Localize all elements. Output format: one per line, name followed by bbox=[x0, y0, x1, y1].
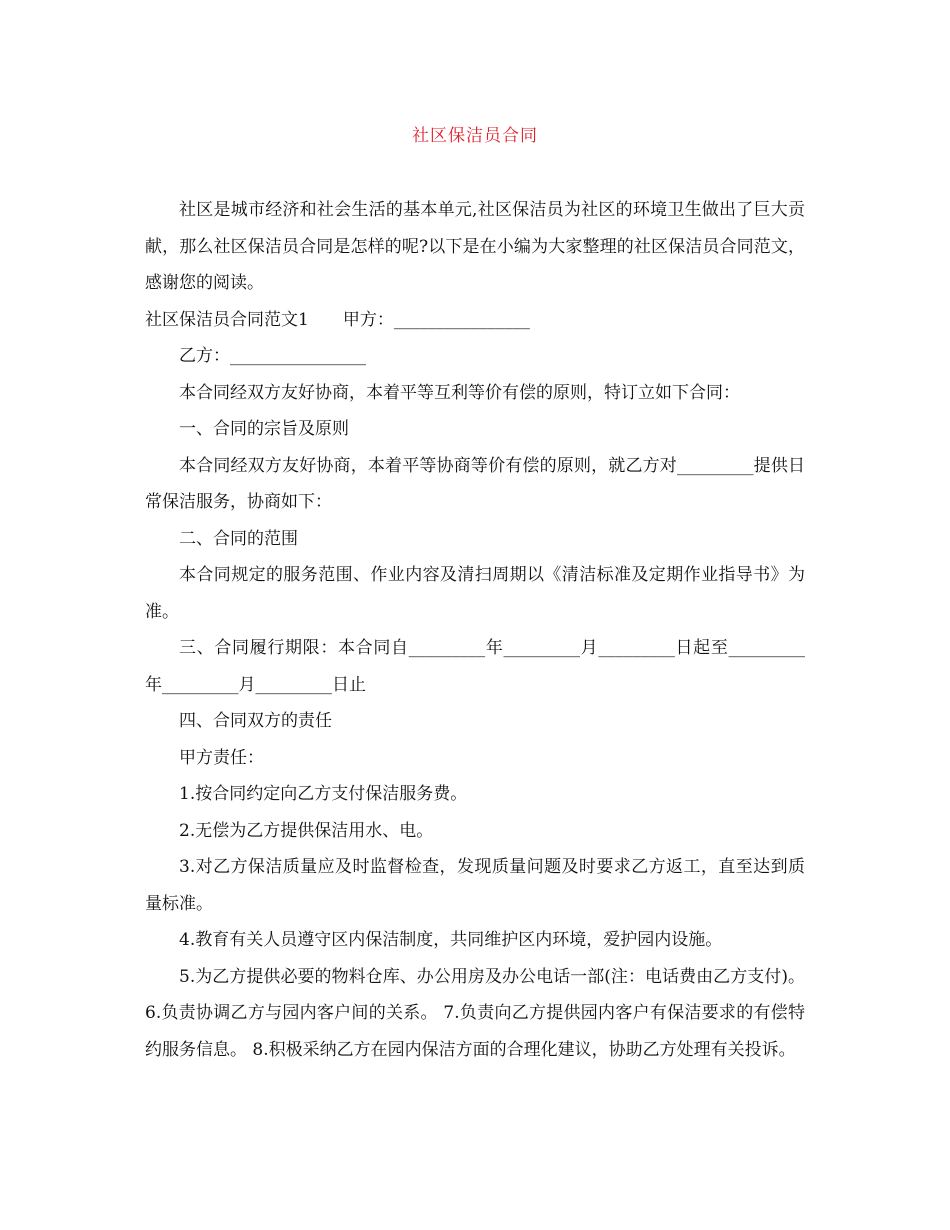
document-body bbox=[145, 192, 811, 1068]
paragraph: 二、合同的范围 bbox=[179, 528, 298, 549]
paragraph: 三、合同履行期限：本合同自_________年_________月_________日起至_________年_________月_________日止 bbox=[145, 638, 805, 695]
paragraph: 4.教育有关人员遵守区内保洁制度，共同维护区内环境，爱护园内设施。 bbox=[179, 930, 723, 950]
document-title: 社区保洁员合同 bbox=[412, 126, 538, 146]
paragraph: 本合同经双方友好协商，本着平等互利等价有偿的原则，特订立如下合同： bbox=[179, 382, 740, 403]
paragraph: 四、合同双方的责任 bbox=[179, 711, 332, 731]
paragraph: 甲方责任： bbox=[179, 747, 264, 768]
paragraph: 一、合同的宗旨及原则 bbox=[179, 419, 349, 439]
paragraph: 本合同规定的服务范围、作业内容及清扫周期以《清洁标准及定期作业指导书》为准。 bbox=[145, 565, 805, 622]
paragraph: 社区保洁员合同范文1 甲方：________________ bbox=[145, 309, 530, 330]
paragraph: 乙方：________________ bbox=[179, 346, 366, 366]
paragraph: 2.无偿为乙方提供保洁用水、电。 bbox=[179, 820, 434, 841]
paragraph: 5.为乙方提供必要的物料仓库、办公用房及办公电话一部(注：电话费由乙方支付)。 6.负责协调乙方与园内客户间的关系。 7.负责向乙方提供园内客户有保洁要求的有偿特约服务信息。 8.积极采纳乙方在园内保洁方面的合理化建议，协助乙方处理有关投诉。 bbox=[145, 966, 811, 1060]
paragraph: 1.按合同约定向乙方支付保洁服务费。 bbox=[179, 784, 468, 804]
paragraph: 3.对乙方保洁质量应及时监督检查，发现质量问题及时要求乙方返工，直至达到质量标准。 bbox=[145, 857, 805, 914]
paragraph: 本合同经双方友好协商，本着平等协商等价有偿的原则，就乙方对_________提供日常保洁服务，协商如下： bbox=[145, 455, 805, 512]
paragraph: 社区是城市经济和社会生活的基本单元,社区保洁员为社区的环境卫生做出了巨大贡献，那么社区保洁员合同是怎样的呢?以下是在小编为大家整理的社区保洁员合同范文，感谢您的阅读。 bbox=[145, 200, 805, 293]
